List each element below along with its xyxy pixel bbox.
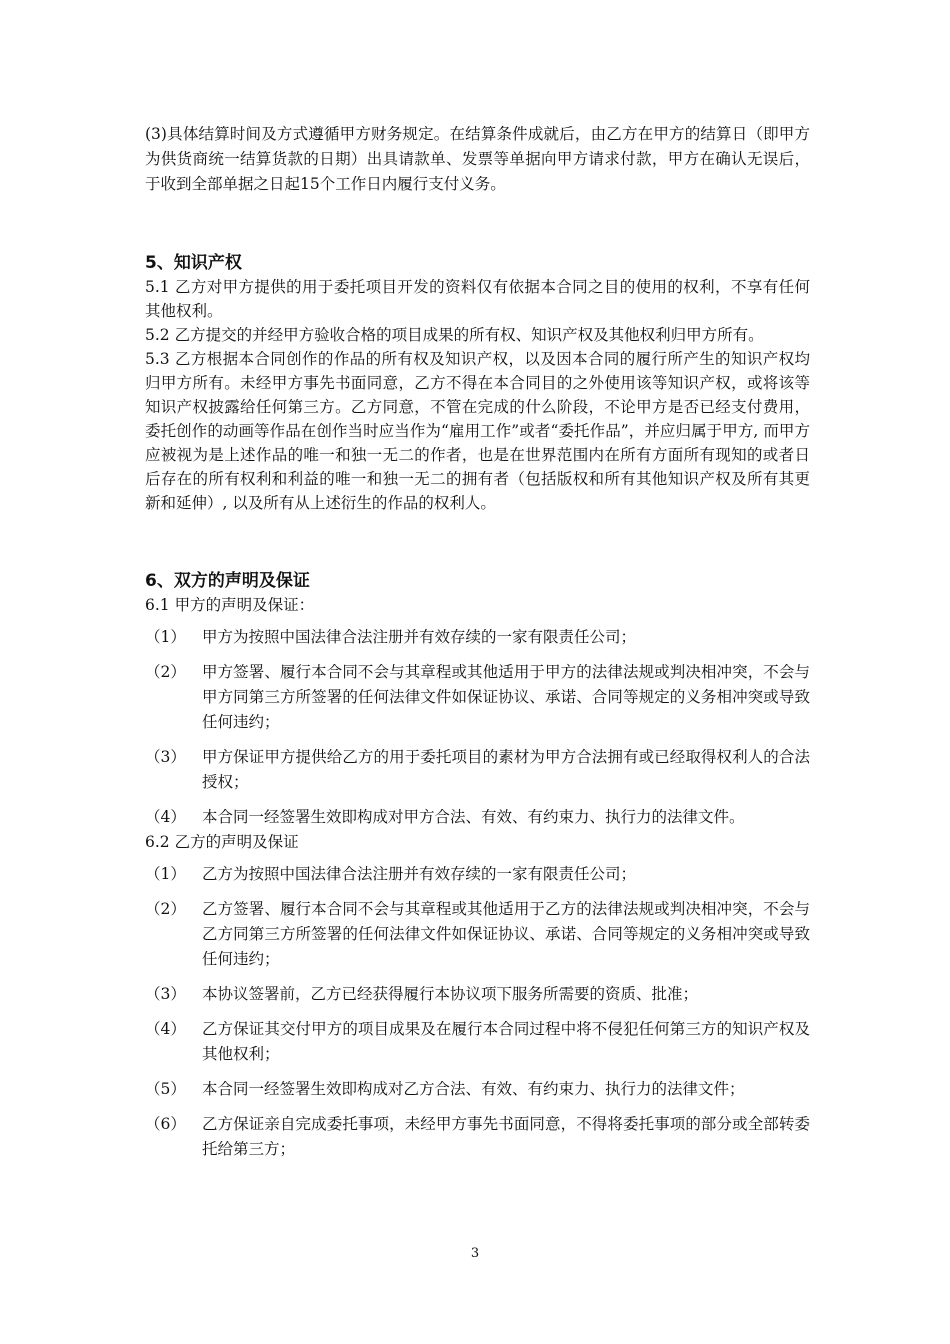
list-item — [145, 982, 810, 1007]
list-item-text: 甲方为按照中国法律合法注册并有效存续的一家有限责任公司； — [202, 628, 637, 646]
clause-6-2-heading: 6.2 乙方的声明及保证 — [145, 833, 299, 851]
list-item — [145, 897, 810, 972]
list-item-text: 本协议签署前，乙方已经获得履行本协议项下服务所需要的资质、批准； — [202, 985, 699, 1003]
list-item-text: 乙方签署、履行本合同不会与其章程或其他适用于乙方的法律法规或判决相冲突，不会与乙方同第三方所签署的任何法律文件如保证协议、承诺、合同等规定的义务相冲突或导致任何违约； — [202, 900, 810, 968]
list-item-number: （1） — [145, 628, 186, 646]
settlement-paragraph: (3)具体结算时间及方式遵循甲方财务规定。在结算条件成就后，由乙方在甲方的结算日（即甲方为供货商统一结算货款的日期）出具请款单、发票等单据向甲方请求付款，甲方在确认无误后，于收到全部单据之日起15个工作日内履行支付义务。 — [145, 125, 810, 193]
list-item-number: （5） — [145, 1080, 186, 1098]
list-item-number: （6） — [145, 1115, 186, 1133]
clause-5-3: 5.3 乙方根据本合同创作的作品的所有权及知识产权，以及因本合同的履行所产生的知识产权均归甲方所有。未经甲方事先书面同意，乙方不得在本合同目的之外使用该等知识产权，或将该等知识产权披露给任何第三方。乙方同意，不管在完成的什么阶段，不论甲方是否已经支付费用，委托创作的动画等作品在创作当时应当作为“雇用工作”或者“委托作品”，并应归属于甲方, 而甲方应被视为是上述作品的唯一和独一无二的作者，也是在世界范围内在所有方面所有现知的或者日后存在的所有权利和利益的唯一和独一无二的拥有者（包括版权和所有其他知识产权及所有其更新和延伸）, 以及所有从上述衍生的作品的权利人。 — [145, 350, 810, 512]
list-item — [145, 805, 810, 830]
clause-5-1: 5.1 乙方对甲方提供的用于委托项目开发的资料仅有依据本合同之目的使用的权利，不享有任何其他权利。 — [145, 278, 810, 320]
list-item-text: 甲方保证甲方提供给乙方的用于委托项目的素材为甲方合法拥有或已经取得权利人的合法授权； — [202, 748, 810, 791]
list-item-number: （2） — [145, 900, 186, 918]
list-item-text: 甲方签署、履行本合同不会与其章程或其他适用于甲方的法律法规或判决相冲突，不会与甲方同第三方所签署的任何法律文件如保证协议、承诺、合同等规定的义务相冲突或导致任何违约； — [202, 663, 810, 731]
clause-5-2: 5.2 乙方提交的并经甲方验收合格的项目成果的所有权、知识产权及其他权利归甲方所有。 — [145, 326, 764, 344]
list-item — [145, 625, 810, 650]
list-item-text: 本合同一经签署生效即构成对甲方合法、有效、有约束力、执行力的法律文件。 — [202, 808, 745, 826]
page-number: 3 — [470, 1246, 480, 1261]
list-item-text: 乙方为按照中国法律合法注册并有效存续的一家有限责任公司； — [202, 865, 637, 883]
list-item-number: （3） — [145, 985, 186, 1003]
list-item — [145, 1112, 810, 1162]
list-item — [145, 862, 810, 887]
clause-6-1-heading: 6.1 甲方的声明及保证： — [145, 596, 315, 614]
list-item — [145, 1077, 810, 1102]
party-a-list — [145, 625, 810, 830]
list-item-number: （4） — [145, 1020, 186, 1038]
list-item — [145, 745, 810, 795]
list-item — [145, 660, 810, 735]
party-b-list — [145, 862, 810, 1162]
list-item — [145, 1017, 810, 1067]
list-item-number: （3） — [145, 748, 186, 766]
list-item-text: 本合同一经签署生效即构成对乙方合法、有效、有约束力、执行力的法律文件； — [202, 1080, 745, 1098]
list-item-number: （4） — [145, 808, 186, 826]
section-5-title: 5、知识产权 — [145, 253, 242, 273]
list-item-text: 乙方保证亲自完成委托事项，未经甲方事先书面同意，不得将委托事项的部分或全部转委托给第三方； — [202, 1115, 810, 1158]
list-item-number: （2） — [145, 663, 186, 681]
section-6-title: 6、双方的声明及保证 — [145, 571, 310, 591]
list-item-text: 乙方保证其交付甲方的项目成果及在履行本合同过程中将不侵犯任何第三方的知识产权及其他权利； — [202, 1020, 810, 1063]
document-page — [145, 122, 810, 1162]
list-item-number: （1） — [145, 865, 186, 883]
